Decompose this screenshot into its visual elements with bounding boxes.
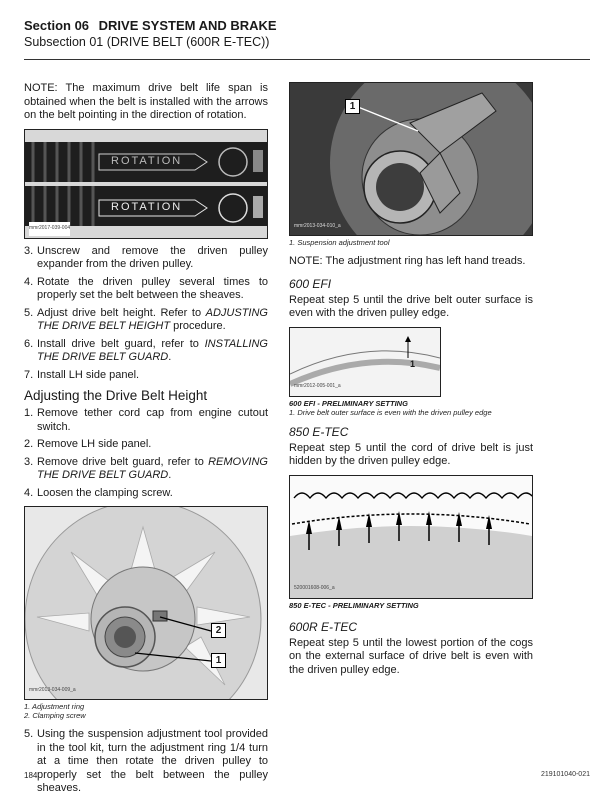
page-header [24,18,590,50]
list-item [24,728,268,796]
belt-text-bottom: ROTATION [111,200,183,213]
step-number: 5. [24,306,34,319]
850-setting-figure [289,475,533,599]
heading-850-etec: 850 E-TEC [289,424,349,439]
legend-item: 2. Clamping screw [24,711,86,720]
note-rotation [24,82,268,123]
step-number: 7. [24,368,34,381]
belt-text-top: ROTATION [111,154,183,167]
para-600r-etec: Repeat step 5 until the lowest portion of the cogs on the external surface of drive belt is even with the driven pulley edge. [289,636,533,676]
step-text: Loosen the clamping screw. [37,486,173,499]
step-number: 3. [24,455,34,468]
list-item [24,456,268,483]
600efi-setting-figure [289,327,441,397]
callout-adjustment-tool: 1 [345,99,360,114]
step-number: 2. [24,438,34,450]
section-title [24,18,590,34]
step-number: 5. [24,728,34,740]
procedure-link[interactable]: REMOVING THE DRIVE BELT GUARD [37,455,268,481]
callout-adjustment-ring: 1 [211,653,226,668]
subsection-title: Subsection 01 (DRIVE BELT (600R E-TEC)) [24,35,270,49]
callout-clamping-screw: 2 [211,623,226,638]
para-600-efi: Repeat step 5 until the drive belt outer surface is even with the driven pulley edge. [289,293,533,319]
step-text: Rotate the driven pulley several times to properly set the belt between the sheaves. [37,275,268,301]
list-item [24,369,268,383]
steps-list-b [24,407,268,500]
steps-list-a [24,245,268,383]
figure-title: 600 EFI - PRELIMINARY SETTING [289,398,408,408]
belt-rotation-figure [24,129,268,239]
steps-list-c [24,728,268,796]
step-text: Remove drive belt guard, refer to [37,455,209,468]
figure-legend: 1. Suspension adjustment tool [289,238,390,247]
left-column [24,82,268,800]
document-number: 219101040-021 [540,771,590,778]
list-item [24,307,268,334]
step-text: Adjust drive belt height. Refer to [37,306,206,319]
step-text: Remove LH side panel. [37,438,152,450]
step-number: 4. [24,275,34,288]
legend-item: 1. Adjustment ring [24,702,85,711]
list-item [24,245,268,272]
figure-id: mmr2012-005-001_a [294,383,341,389]
step-number: 6. [24,337,34,350]
note-label: NOTE: [289,255,323,267]
list-item [24,276,268,303]
figure-id: mmr2017-039-004 [29,222,70,236]
figure-legend: 1. Drive belt outer surface is even with the driven pulley edge [289,407,492,417]
figure-id: mmr2013-034-009_a [29,686,76,693]
adjustment-tool-figure [289,82,533,236]
step-text: Unscrew and remove the driven pulley expander from the driven pulley. [37,244,268,270]
note-label: NOTE: [24,82,58,94]
step-text: Using the suspension adjustment tool provided in the tool kit, turn the adjustment ring 1/4 turn at a time then rotate the driven pulley to properly set the belt between the pulley sheaves. [37,728,268,794]
figure-legend [24,702,268,720]
note-text: The maximum drive belt life span is obtained when the belt is installed with the arrows on the belt pointing in the direction of rotation. [24,82,268,121]
callout-belt-surface: 1 [410,358,416,369]
step-text: Install drive belt guard, refer to [37,337,205,350]
adjustment-ring-figure [24,506,268,700]
list-item [24,487,268,501]
right-column [289,82,533,683]
tool-illustration [290,83,532,235]
figure-id: mmr2013-034-010_a [294,222,341,229]
procedure-link[interactable]: ADJUSTING THE DRIVE BELT HEIGHT [37,306,268,332]
step-text-end: . [168,351,172,363]
page-number: 184 [24,771,38,780]
section-heading: Adjusting the Drive Belt Height [24,388,208,403]
header-divider [24,59,590,60]
list-item [24,438,268,452]
list-item [24,338,268,365]
step-text-end: . [168,469,172,481]
note-text: The adjustment ring has left hand treads. [325,255,526,267]
note-left-hand-treads [289,255,533,269]
step-number: 4. [24,486,34,499]
step-number: 3. [24,244,34,257]
step-text-end: procedure. [170,320,226,332]
figure-id: 520001608-006_a [294,585,335,591]
heading-600r-etec: 600R E-TEC [289,619,358,634]
step-text: Install LH side panel. [37,368,140,381]
step-number: 1. [24,407,34,419]
para-850-etec: Repeat step 5 until the cord of drive belt is just hidden by the driven pulley edge. [289,441,533,467]
procedure-link[interactable]: INSTALLING THE DRIVE BELT GUARD [37,337,268,363]
step-text: Remove tether cord cap from engine cutout switch. [37,407,268,433]
section-number: Section 06 [24,18,90,33]
figure-title: 850 E-TEC - PRELIMINARY SETTING [289,600,419,610]
heading-600-efi: 600 EFI [289,276,332,291]
cog-belt-illustration [290,476,532,598]
pulley-illustration [25,507,267,699]
list-item [24,407,268,434]
section-name: DRIVE SYSTEM AND BRAKE [98,18,277,33]
